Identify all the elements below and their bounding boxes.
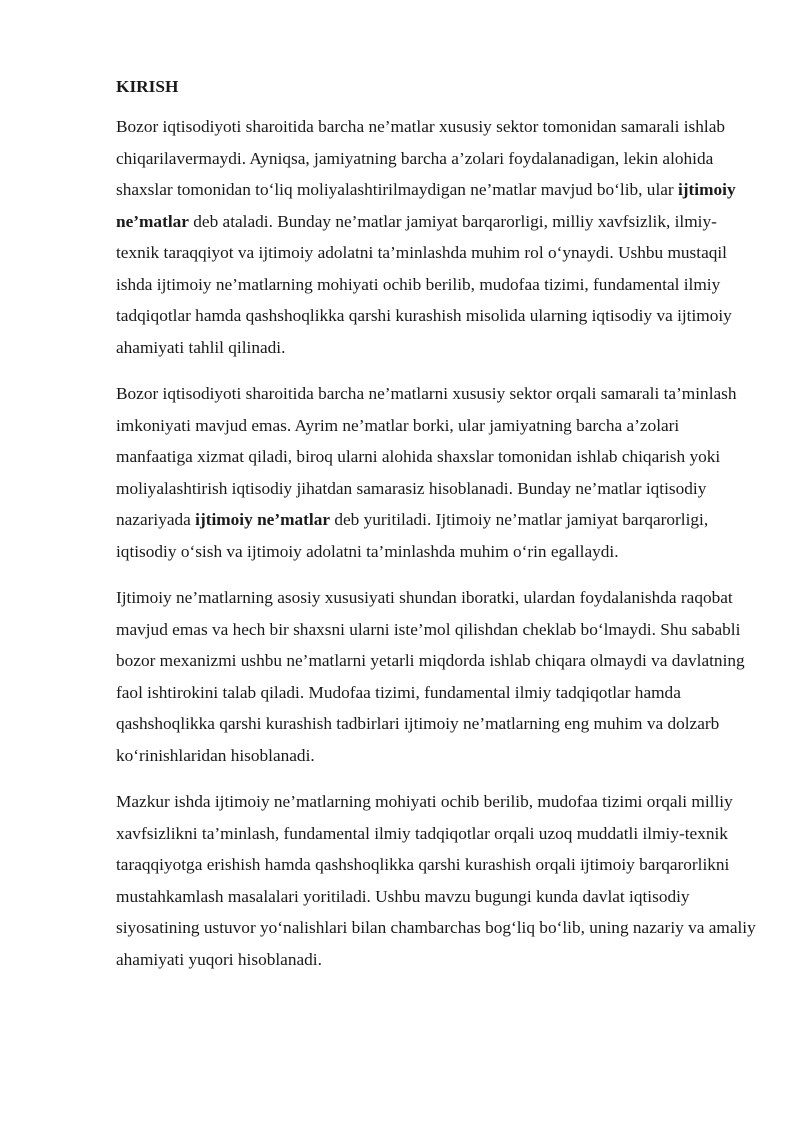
paragraph-1 — [116, 111, 756, 363]
paragraph-text: deb yuritiladi. Ijtimoiy ne’matlar jamiyat barqarorligi, iqtisodiy o‘sish va ijtimoiy adolatni ta’minlashda muhim o‘rin egallaydi. — [116, 510, 709, 561]
paragraph-text: deb ataladi. Bunday ne’matlar jamiyat barqarorligi, milliy xavfsizlik, ilmiy-texnik taraqqiyot va ijtimoiy adolatni ta’minlashda muhim rol o‘ynaydi. Ushbu mustaqil ishda ijtimoiy ne’matlarning mohiyati ochib berilib, mudofaa tizimi, fundamental ilmiy tadqiqotlar hamda qashshoqlikka qarshi kurashish misolida ularning iqtisodiy va ijtimoiy ahamiyati tahlil qilinadi. — [116, 211, 732, 357]
paragraph-2 — [116, 378, 756, 567]
paragraph-text: Bozor iqtisodiyoti sharoitida barcha ne’matlar xususiy sektor tomonidan samarali ishlab chiqarilavermaydi. Ayniqsa, jamiyatning barcha a’zolari foydalanadigan, lekin alohida shaxslar tomonidan to‘liq moliyalashtirilmaydigan ne’matlar mavjud bo‘lib, ular — [116, 117, 726, 199]
document-body — [116, 74, 756, 990]
section-heading: KIRISH — [116, 77, 179, 96]
paragraph-4: Mazkur ishda ijtimoiy ne’matlarning mohiyati ochib berilib, mudofaa tizimi orqali milliy xavfsizlikni ta’minlash, fundamental ilmiy tadqiqotlar orqali uzoq muddatli ilmiy-texnik taraqqiyotga erishish hamda qashshoqlikka qarshi kurashish orqali ijtimoiy barqarorlikni mustahkamlash masalalari yoritiladi. Ushbu mavzu bugungi kunda davlat iqtisodiy siyosatining ustuvor yo‘nalishlari bilan chambarchas bog‘liq bo‘lib, uning nazariy va amaliy ahamiyati yuqori hisoblanadi. — [116, 792, 756, 969]
bold-term: ijtimoiy ne’matlar — [116, 180, 736, 231]
paragraph-3: Ijtimoiy ne’matlarning asosiy xususiyati shundan iboratki, ulardan foydalanishda raqobat mavjud emas va hech bir shaxsni ularni iste’mol qilishdan cheklab bo‘lmaydi. Shu sababli bozor mexanizmi ushbu ne’matlarni yetarli miqdorda ishlab chiqara olmaydi va davlatning faol ishtirokini talab qiladi. Mudofaa tizimi, fundamental ilmiy tadqiqotlar hamda qashshoqlikka qarshi kurashish tadbirlari ijtimoiy ne’matlarning eng muhim va dolzarb ko‘rinishlaridan hisoblanadi. — [116, 588, 745, 765]
paragraph-text: Bozor iqtisodiyoti sharoitida barcha ne’matlarni xususiy sektor orqali samarali ta’minlash imkoniyati mavjud emas. Ayrim ne’matlar borki, ular jamiyatning barcha a’zolari manfaatiga xizmat qiladi, biroq ularni alohida shaxslar tomonidan ishlab chiqarish yoki moliyalashtirish iqtisodiy jihatdan samarasiz hisoblanadi. Bunday ne’matlar iqtisodiy nazariyada — [116, 384, 737, 529]
bold-term: ijtimoiy ne’matlar — [195, 510, 331, 529]
